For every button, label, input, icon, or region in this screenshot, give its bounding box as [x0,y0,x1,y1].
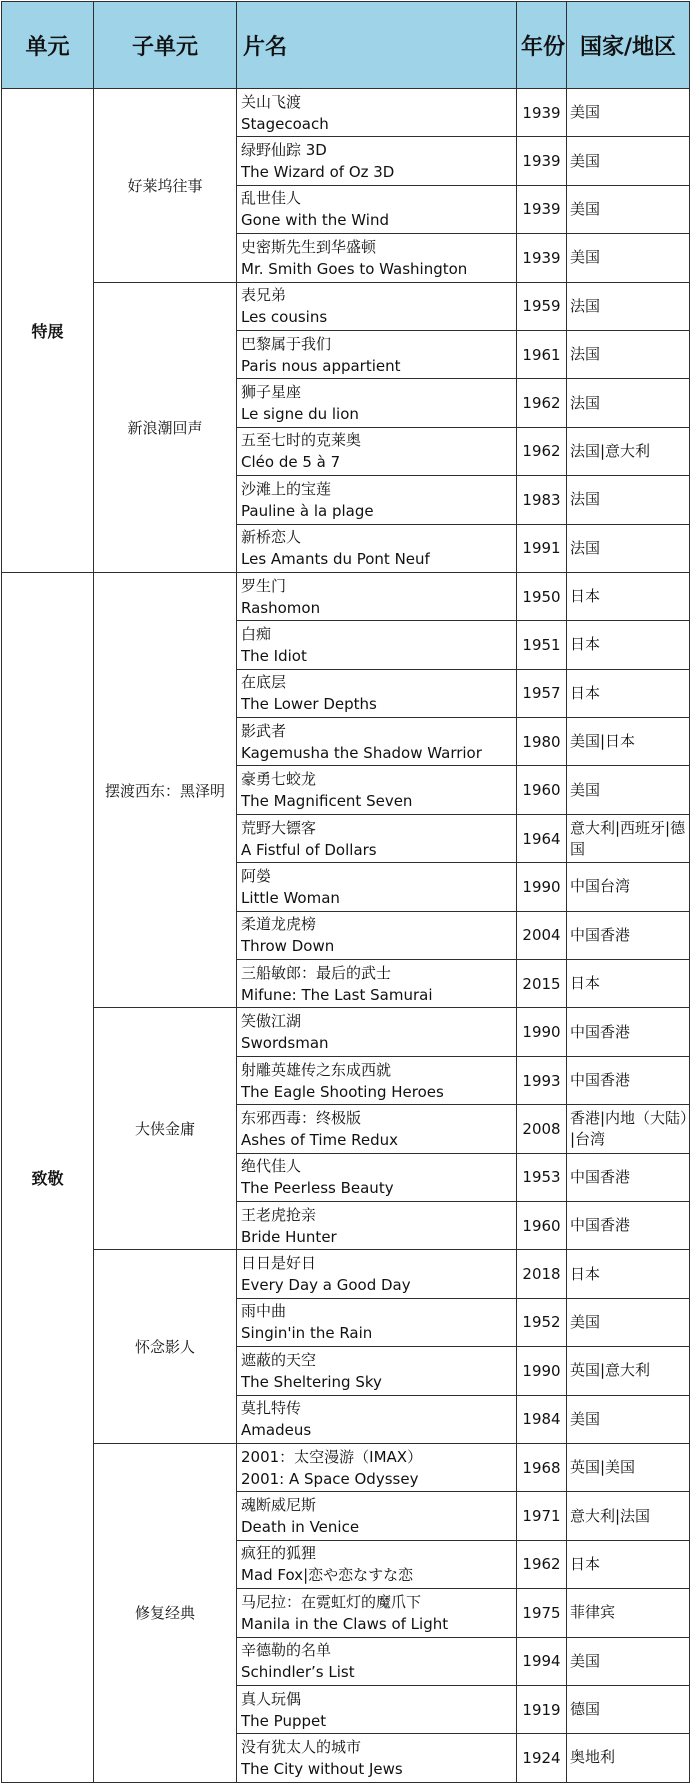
film-title-en: Swordsman [241,1034,329,1053]
subunit-name: 修复经典 [94,1443,237,1782]
film-title-cn: 五至七时的克莱奥 [241,431,362,450]
film-title-cell [237,1734,517,1782]
table-row [2,1008,690,1056]
film-title-cell [237,1105,517,1153]
film-country: 法国 [567,330,690,378]
film-country: 中国香港 [567,1056,690,1104]
film-year: 1971 [517,1492,567,1540]
film-title-cn: 白痴 [241,624,272,643]
film-title-en: Mr. Smith Goes to Washington [241,259,468,278]
film-year: 1990 [517,1347,567,1395]
film-country: 意大利|法国 [567,1492,690,1540]
film-year: 1924 [517,1734,567,1782]
film-title-cell [237,814,517,862]
film-country: 日本 [567,621,690,669]
film-title-cell [237,1201,517,1249]
film-title-cn: 三船敏郎：最后的武士 [241,963,392,982]
film-title-cn: 没有犹太人的城市 [241,1737,362,1756]
film-country: 法国|意大利 [567,427,690,475]
film-title-cell [237,1540,517,1588]
film-title-en: Stagecoach [241,114,329,133]
film-year: 1962 [517,427,567,475]
film-country: 法国 [567,282,690,330]
film-year: 2008 [517,1105,567,1153]
film-title-en: Little Woman [241,888,340,907]
film-year: 1968 [517,1443,567,1491]
film-title-en: Cléo de 5 à 7 [241,453,341,472]
film-title-en: Singin'in the Rain [241,1324,373,1343]
film-title-cell [237,330,517,378]
film-title-en: The Peerless Beauty [241,1179,394,1198]
film-title-cn: 绝代佳人 [241,1157,302,1176]
film-title-en: The City without Jews [241,1759,403,1778]
film-title-cell [237,427,517,475]
film-title-cn: 绿野仙踪 3D [241,141,327,160]
film-title-cn: 狮子星座 [241,383,302,402]
film-title-en: Death in Venice [241,1518,360,1537]
film-title-cn: 真人玩偶 [241,1689,302,1708]
film-year: 1962 [517,1540,567,1588]
film-country: 中国香港 [567,1008,690,1056]
film-year: 2018 [517,1250,567,1298]
film-country: 中国香港 [567,1153,690,1201]
film-year: 1953 [517,1153,567,1201]
film-title-cn: 马尼拉：在霓虹灯的魔爪下 [241,1592,422,1611]
film-title-cn: 乱世佳人 [241,189,302,208]
film-title-cn: 笑傲江湖 [241,1012,302,1031]
film-country: 美国 [567,1395,690,1443]
film-title-cn: 荒野大镖客 [241,818,317,837]
film-year: 1975 [517,1589,567,1637]
film-year: 1960 [517,766,567,814]
film-year: 1994 [517,1637,567,1685]
film-country: 日本 [567,669,690,717]
film-title-cell [237,1395,517,1443]
film-country: 美国 [567,766,690,814]
film-country: 中国香港 [567,1201,690,1249]
film-title-cn: 史密斯先生到华盛顿 [241,237,377,256]
film-title-cell [237,524,517,572]
film-country: 法国 [567,379,690,427]
film-title-cell [237,1008,517,1056]
film-country: 日本 [567,1250,690,1298]
film-title-en: The Magnificent Seven [241,792,413,811]
film-title-cell [237,379,517,427]
film-title-cn: 阿嫈 [241,866,272,885]
film-title-cn: 影武者 [241,721,287,740]
section-name: 特展 [2,89,94,573]
film-title-cell [237,1589,517,1637]
film-year: 1957 [517,669,567,717]
subunit-name: 大侠金庸 [94,1008,237,1250]
film-title-cn: 新桥恋人 [241,528,302,547]
film-title-cell [237,911,517,959]
header-country: 国家/地区 [567,2,690,89]
section-name: 致敬 [2,572,94,1782]
film-year: 1950 [517,572,567,620]
film-title-en: A Fistful of Dollars [241,840,377,859]
film-country: 美国 [567,1637,690,1685]
film-title-cell [237,1637,517,1685]
film-year: 1939 [517,89,567,137]
film-country: 日本 [567,1540,690,1588]
film-title-cell [237,234,517,282]
film-title-cn: 沙滩上的宝莲 [241,479,332,498]
film-title-cn: 东邪西毒：终极版 [241,1108,362,1127]
header-title: 片名 [237,2,517,89]
film-title-cell [237,669,517,717]
film-country: 奥地利 [567,1734,690,1782]
film-year: 1984 [517,1395,567,1443]
film-title-cn: 魂断威尼斯 [241,1496,317,1515]
film-year: 2015 [517,960,567,1008]
film-country: 法国 [567,524,690,572]
film-country: 德国 [567,1685,690,1733]
film-title-cell [237,960,517,1008]
film-title-cn: 遮蔽的天空 [241,1350,317,1369]
film-title-cn: 豪勇七蛟龙 [241,770,317,789]
film-title-cell [237,572,517,620]
film-title-en: Pauline à la plage [241,501,374,520]
film-title-en: Ashes of Time Redux [241,1130,398,1149]
film-title-cell [237,1685,517,1733]
film-country: 日本 [567,572,690,620]
film-country: 美国 [567,89,690,137]
header-subunit: 子单元 [94,2,237,89]
film-title-cell [237,1443,517,1491]
film-title-cn: 表兄弟 [241,286,287,305]
film-title-cell [237,1347,517,1395]
film-country: 美国 [567,1298,690,1346]
film-title-en: The Eagle Shooting Heroes [241,1082,444,1101]
film-title-cn: 日日是好日 [241,1254,317,1273]
table-row [2,572,690,620]
film-year: 1990 [517,1008,567,1056]
film-title-cn: 在底层 [241,673,287,692]
film-title-cn: 雨中曲 [241,1302,287,1321]
film-country: 法国 [567,476,690,524]
film-title-cell [237,1250,517,1298]
film-title-cell [237,1056,517,1104]
table-row [2,89,690,137]
film-title-en: Les cousins [241,308,328,327]
film-year: 1961 [517,330,567,378]
film-title-cn: 射雕英雄传之东成西就 [241,1060,392,1079]
table-row [2,1250,690,1298]
film-title-en: Le signe du lion [241,405,359,424]
film-year: 1991 [517,524,567,572]
film-title-cell [237,137,517,185]
film-title-en: Manila in the Claws of Light [241,1614,449,1633]
film-title-cell [237,766,517,814]
film-year: 1990 [517,863,567,911]
film-title-en: Les Amants du Pont Neuf [241,550,430,569]
film-year: 1952 [517,1298,567,1346]
film-year: 1939 [517,185,567,233]
subunit-name: 好莱坞往事 [94,89,237,283]
film-year: 1993 [517,1056,567,1104]
film-title-en: Mifune: The Last Samurai [241,985,433,1004]
film-title-cn: 莫扎特传 [241,1399,302,1418]
film-title-cell [237,282,517,330]
film-year: 1980 [517,718,567,766]
film-country: 意大利|西班牙|德国 [567,814,690,862]
header-unit: 单元 [2,2,94,89]
film-title-cn: 辛德勒的名单 [241,1641,332,1660]
film-country: 美国 [567,137,690,185]
film-country: 香港|内地（大陆）|台湾 [567,1105,690,1153]
subunit-name: 怀念影人 [94,1250,237,1444]
table-header-row [2,2,690,89]
film-title-en: The Wizard of Oz 3D [241,163,395,182]
film-title-en: The Lower Depths [241,695,377,714]
film-title-cell [237,1492,517,1540]
film-title-cell [237,89,517,137]
film-country: 美国|日本 [567,718,690,766]
film-title-cn: 巴黎属于我们 [241,334,332,353]
film-title-cn: 柔道龙虎榜 [241,915,317,934]
film-title-en: Gone with the Wind [241,211,389,230]
film-country: 中国台湾 [567,863,690,911]
film-title-en: Rashomon [241,598,321,617]
subunit-name: 新浪潮回声 [94,282,237,572]
film-country: 菲律宾 [567,1589,690,1637]
film-country: 英国|意大利 [567,1347,690,1395]
film-title-cell [237,1153,517,1201]
header-year: 年份 [517,2,567,89]
film-title-cn: 疯狂的狐狸 [241,1544,317,1563]
film-year: 1959 [517,282,567,330]
film-country: 美国 [567,185,690,233]
film-title-en: Amadeus [241,1421,312,1440]
table-row [2,1443,690,1491]
film-title-cn: 罗生门 [241,576,287,595]
film-country: 中国香港 [567,911,690,959]
film-year: 1939 [517,137,567,185]
film-year: 1983 [517,476,567,524]
film-title-en: Every Day a Good Day [241,1276,411,1295]
film-year: 1964 [517,814,567,862]
film-title-cn: 关山飞渡 [241,92,302,111]
film-title-cell [237,863,517,911]
film-title-en: Bride Hunter [241,1227,337,1246]
film-title-en: The Puppet [241,1711,327,1730]
film-title-cell [237,185,517,233]
film-year: 1951 [517,621,567,669]
film-title-cell [237,476,517,524]
film-country: 美国 [567,234,690,282]
film-year: 1939 [517,234,567,282]
film-title-en: Mad Fox|恋や恋なすな恋 [241,1566,414,1585]
table-body [2,89,690,1783]
film-title-cn: 王老虎抢亲 [241,1205,317,1224]
film-title-en: Schindler’s List [241,1663,355,1682]
film-country: 日本 [567,960,690,1008]
film-title-en: Kagemusha the Shadow Warrior [241,743,482,762]
film-country: 英国|美国 [567,1443,690,1491]
film-title-cell [237,718,517,766]
film-title-en: Paris nous appartient [241,356,401,375]
film-title-cell [237,1298,517,1346]
film-title-en: Throw Down [241,937,335,956]
film-year: 1919 [517,1685,567,1733]
film-year: 1960 [517,1201,567,1249]
film-title-cell [237,621,517,669]
film-year: 2004 [517,911,567,959]
film-year: 1962 [517,379,567,427]
table-row [2,282,690,330]
film-title-cn: 2001：太空漫游（IMAX） [241,1447,423,1466]
film-schedule-table [1,1,690,1783]
film-title-en: The Sheltering Sky [241,1372,382,1391]
subunit-name: 摆渡西东：黑泽明 [94,572,237,1008]
film-title-en: 2001: A Space Odyssey [241,1469,419,1488]
film-title-en: The Idiot [241,646,307,665]
